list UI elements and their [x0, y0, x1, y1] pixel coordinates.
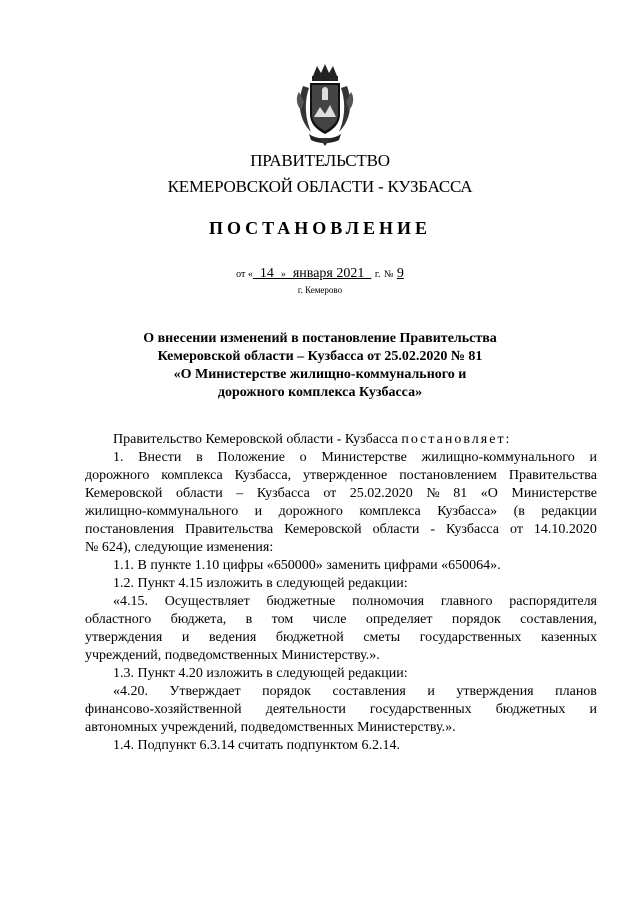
- word: Министерстве: [321, 450, 407, 465]
- word: (в: [513, 504, 525, 519]
- paragraph-line: [85, 449, 597, 467]
- preamble: [85, 431, 597, 449]
- title-line: «О Министерстве жилищно-коммунального и: [173, 367, 467, 382]
- word: комплекса: [359, 504, 421, 519]
- date-suffix: г.: [374, 269, 381, 280]
- word: планов: [555, 684, 597, 699]
- document-title: [0, 330, 640, 402]
- word: постановлением: [399, 468, 497, 483]
- document-body: [85, 431, 597, 755]
- date-quote: »: [280, 269, 286, 280]
- word: жилищно-коммунального: [421, 450, 575, 465]
- word: ведения: [208, 630, 257, 645]
- word: бюджетных: [495, 702, 566, 717]
- word: Положение: [217, 450, 285, 465]
- word: бюджета,: [170, 612, 227, 627]
- word: комплекса: [161, 468, 223, 483]
- paragraph-line: [85, 521, 597, 539]
- word: порядок: [451, 612, 501, 627]
- preamble-text: Правительство Кемеровской области - Кузбасса: [113, 432, 398, 447]
- word: Министерстве: [511, 486, 597, 501]
- word: и: [254, 504, 263, 519]
- word: главного: [440, 594, 493, 609]
- word: Утверждает: [169, 684, 241, 699]
- date-prefix: от «: [236, 269, 253, 280]
- word: утвержденное: [303, 468, 388, 483]
- word: –: [236, 486, 244, 501]
- word: редакции: [541, 504, 597, 519]
- word: №: [426, 486, 440, 501]
- paragraph-line: 1.3. Пункт 4.20 изложить в следующей редакции:: [113, 666, 408, 681]
- paragraph-line: [85, 467, 597, 485]
- word: Осуществляет: [164, 594, 250, 609]
- word: государственных: [419, 630, 522, 645]
- word: и: [589, 450, 597, 465]
- paragraph-line: 1.2. Пункт 4.15 изложить в следующей редакции:: [113, 576, 408, 591]
- date-month-year: января 2021: [292, 266, 365, 281]
- word: составления: [332, 684, 406, 699]
- word: дорожного: [278, 504, 343, 519]
- paragraph-line: [85, 683, 597, 701]
- word: «О: [480, 486, 498, 501]
- word: том: [271, 612, 294, 627]
- word: составления,: [520, 612, 597, 627]
- word: и: [589, 702, 597, 717]
- government-name-line2: КЕМЕРОВСКОЙ ОБЛАСТИ - КУЗБАССА: [167, 177, 473, 196]
- preamble-verb: постановляет:: [401, 432, 512, 447]
- paragraph-line: учреждений, подведомственных Министерству.».: [85, 648, 380, 663]
- word: деятельности: [265, 702, 346, 717]
- word: 14.10.2020: [533, 522, 597, 537]
- word: о: [299, 450, 307, 465]
- date-number-line: [0, 266, 640, 282]
- word: от: [510, 522, 523, 537]
- word: определяет: [365, 612, 433, 627]
- word: утверждения: [456, 684, 534, 699]
- word: -: [430, 522, 436, 537]
- word: Правительства: [185, 522, 274, 537]
- number-value: 9: [396, 266, 404, 281]
- word: 81: [453, 486, 468, 501]
- paragraph-line: [85, 503, 597, 521]
- paragraph-line: № 624), следующие изменения:: [85, 540, 274, 555]
- word: числе: [312, 612, 347, 627]
- word: Кемеровской: [284, 522, 362, 537]
- word: области: [372, 522, 420, 537]
- word: дорожного: [85, 468, 150, 483]
- word: полномочия: [352, 594, 425, 609]
- word: распорядителя: [509, 594, 597, 609]
- word: областного: [85, 612, 152, 627]
- word: постановления: [85, 522, 175, 537]
- paragraph-line: 1.4. Подпункт 6.3.14 считать подпунктом 6.2.14.: [113, 738, 400, 753]
- paragraph-line: [85, 593, 597, 611]
- city: г. Кемерово: [297, 285, 343, 295]
- paragraph-line: [85, 611, 597, 629]
- word: Кузбасса»: [437, 504, 498, 519]
- word: жилищно-коммунального: [85, 504, 239, 519]
- word: 25.02.2020: [349, 486, 413, 501]
- word: казенных: [541, 630, 597, 645]
- word: сметы: [363, 630, 401, 645]
- paragraph-line: 1.1. В пункте 1.10 цифры «650000» заменить цифрами «650064».: [113, 558, 501, 573]
- word: в: [245, 612, 253, 627]
- date-day-value: 14: [259, 266, 274, 281]
- word: «4.20.: [113, 684, 148, 699]
- word: «4.15.: [113, 594, 148, 609]
- word: Правительства: [508, 468, 597, 483]
- document-type: ПОСТАНОВЛЕНИЕ: [208, 218, 432, 238]
- word: и: [427, 684, 435, 699]
- word: бюджетной: [275, 630, 344, 645]
- word: государственных: [369, 702, 472, 717]
- word: Кемеровской: [85, 486, 163, 501]
- paragraph-line: [85, 485, 597, 503]
- paragraph-line: [85, 701, 597, 719]
- word: бюджетные: [266, 594, 336, 609]
- paragraph-line: автономных учреждений, подведомственных Министерству.».: [85, 720, 456, 735]
- word: в: [196, 450, 203, 465]
- word: утверждения: [85, 630, 163, 645]
- date-day: [253, 266, 372, 281]
- title-line: О внесении изменений в постановление Правительства: [143, 331, 497, 346]
- coat-of-arms-icon: [295, 62, 355, 146]
- word: порядок: [262, 684, 311, 699]
- word: Кузбасса: [446, 522, 500, 537]
- word: от: [323, 486, 337, 501]
- word: 1.: [113, 450, 124, 465]
- word: Внести: [138, 450, 182, 465]
- word: финансово-хозяйственной: [85, 702, 242, 717]
- title-line: дорожного комплекса Кузбасса»: [217, 385, 423, 400]
- title-line: Кемеровской области – Кузбасса от 25.02.2020 № 81: [157, 349, 483, 364]
- word: Кузбасса: [256, 486, 310, 501]
- government-name-line1: ПРАВИТЕЛЬСТВО: [250, 151, 390, 170]
- word: Кузбасса,: [234, 468, 292, 483]
- word: области: [175, 486, 223, 501]
- word: и: [181, 630, 190, 645]
- number-label: №: [383, 269, 394, 280]
- paragraph-line: [85, 629, 597, 647]
